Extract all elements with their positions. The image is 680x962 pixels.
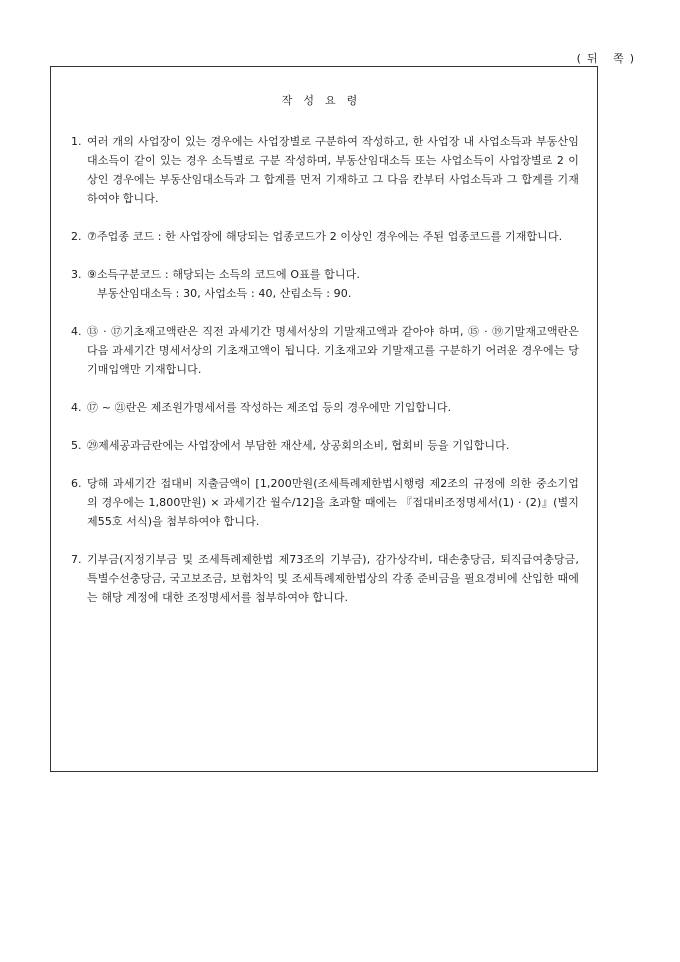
guide-item-8 xyxy=(71,550,579,607)
item-text: 당해 과세기간 접대비 지출금액이 [1,200만원(조세특례제한법시행령 제2조의 규정에 의한 중소기업의 경우에는 1,800만원) × 과세기간 월수/12]을 초과할 때에는 『접대비조정명세서(1) · (2)』(별지 제55호 서식)을 첨부하여야 합니다. xyxy=(87,477,579,528)
item-number: 2. xyxy=(71,230,82,243)
item-number: 4. xyxy=(71,401,82,414)
item-number: 5. xyxy=(71,439,82,452)
item-text: ⑰ ~ ㉑란은 제조원가명세서를 작성하는 제조업 등의 경우에만 기입합니다. xyxy=(87,401,452,414)
item-number: 1. xyxy=(71,135,82,148)
guide-item-2 xyxy=(71,227,579,246)
guide-item-1 xyxy=(71,132,579,208)
item-text: ⑦주업종 코드 : 한 사업장에 해당되는 업종코드가 2 이상인 경우에는 주된 업종코드를 기재합니다. xyxy=(87,230,563,243)
guide-title: 작성요령 xyxy=(281,94,369,107)
guide-item-5 xyxy=(71,398,579,417)
item-text: 여러 개의 사업장이 있는 경우에는 사업장별로 구분하여 작성하고, 한 사업장 내 사업소득과 부동산임대소득이 같이 있는 경우 소득별로 구분 작성하며, 부동산임대소득 또는 사업소득이 사업장별로 2 이상인 경우에는 부동산임대소득과 그 합계를 먼저 기재하고 그 다음 칸부터 사업소득과 그 합계를 기재하여야 합니다. xyxy=(87,135,579,205)
writing-guide-box xyxy=(50,66,598,772)
item-text: ⑨소득구분코드 : 해당되는 소득의 코드에 O표를 합니다. 부동산임대소득 : 30, 사업소득 : 40, 산림소득 : 90. xyxy=(87,265,579,303)
item-subtext: 부동산임대소득 : 30, 사업소득 : 40, 산림소득 : 90. xyxy=(97,287,352,300)
item-number: 4. xyxy=(71,325,82,338)
guide-item-3 xyxy=(71,265,579,303)
item-number: 3. xyxy=(71,268,82,281)
item-text: ㉙제세공과금란에는 사업장에서 부담한 재산세, 상공회의소비, 협회비 등을 기입합니다. xyxy=(87,439,510,452)
item-text: ⑬ · ⑰기초재고액란은 직전 과세기간 명세서상의 기말재고액과 같아야 하며, ⑮ · ⑲기말재고액란은 다음 과세기간 명세서상의 기초재고액이 됩니다. 기초재고와 기말재고를 구분하기 어려운 경우에는 당기매입액만 기재합니다. xyxy=(87,325,579,376)
item-number: 7. xyxy=(71,553,82,566)
page-side-label: (뒤 쪽) xyxy=(576,52,640,65)
item-number: 6. xyxy=(71,477,82,490)
item-text: 기부금(지정기부금 및 조세특례제한법 제73조의 기부금), 감가상각비, 대손충당금, 퇴직급여충당금, 특별수선충당금, 국고보조금, 보험차익 및 조세특례제한법상의 각종 준비금을 필요경비에 산입한 때에는 해당 계정에 대한 조정명세서를 첨부하여야 합니다. xyxy=(87,553,579,604)
guide-item-6 xyxy=(71,436,579,455)
guide-item-4 xyxy=(71,322,579,379)
guide-item-7 xyxy=(71,474,579,531)
